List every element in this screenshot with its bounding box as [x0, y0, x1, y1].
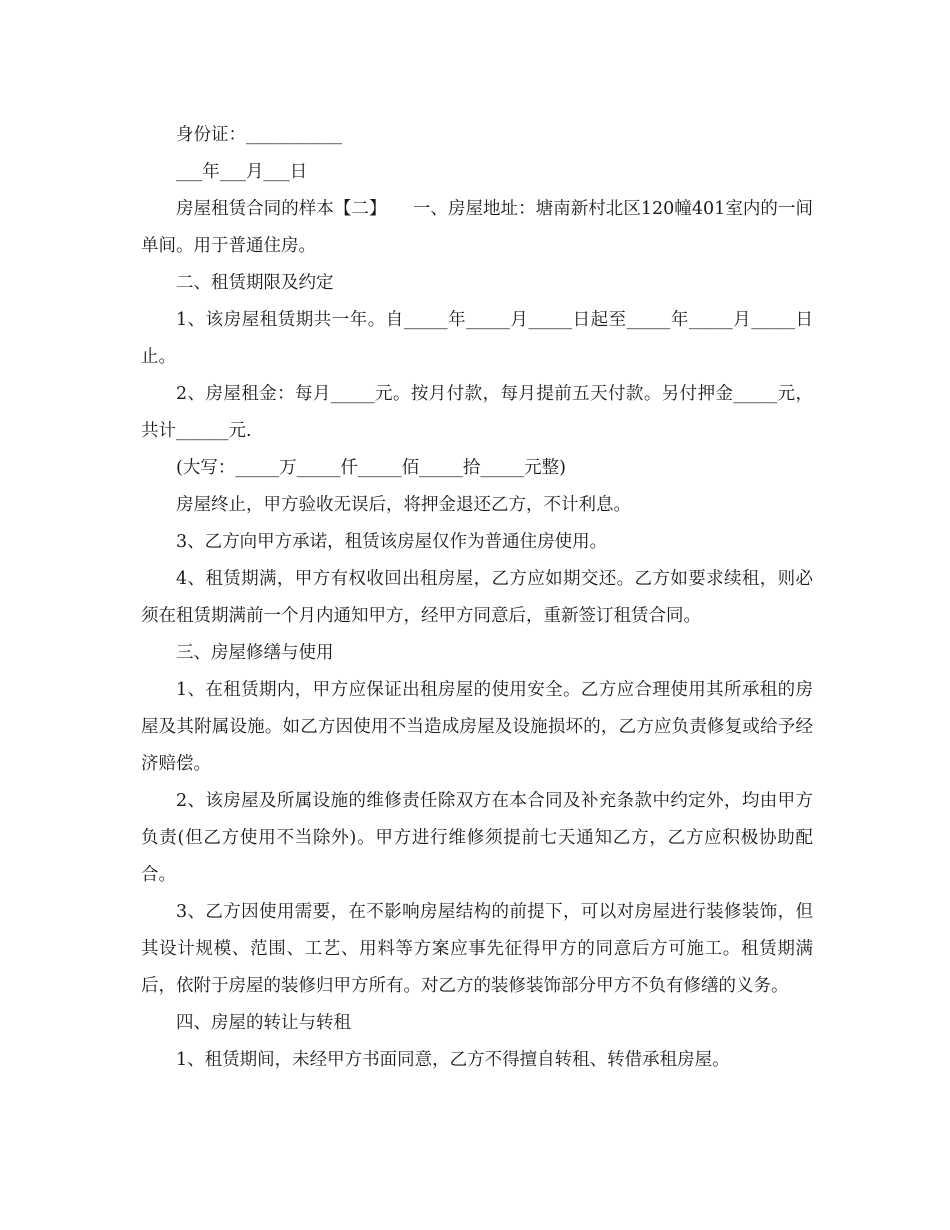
clause-rent-in-words: (大写：_____万_____仟_____佰_____拾_____元整)	[176, 458, 566, 478]
section-heading-term: 二、租赁期限及约定	[176, 273, 334, 293]
clause-use-promise: 3、乙方向甲方承诺，租赁该房屋仅作为普通住房使用。	[176, 532, 608, 552]
clause-lease-period: 1、该房屋租赁期共一年。自_____年_____月_____日起至_____年_____月_____日止。	[141, 310, 813, 367]
contract-title-address: 房屋租赁合同的样本【二】 一、房屋地址：塘南新村北区120幢401室内的一间单间。用于普通住房。	[141, 199, 813, 256]
clause-deposit-return: 房屋终止，甲方验收无误后，将押金退还乙方，不计利息。	[176, 495, 631, 515]
clause-sublet: 1、租赁期间，未经甲方书面同意，乙方不得擅自转租、转借承租房屋。	[176, 1050, 730, 1070]
id-card-line: 身份证：___________	[176, 125, 343, 145]
section-heading-transfer: 四、房屋的转让与转租	[176, 1013, 351, 1033]
section-heading-repair: 三、房屋修缮与使用	[176, 643, 334, 663]
clause-maintenance: 2、该房屋及所属设施的维修责任除双方在本合同及补充条款中约定外，均由甲方负责(但乙方使用不当除外)。甲方进行维修须提前七天通知乙方，乙方应积极协助配合。	[141, 791, 813, 885]
clause-safety: 1、在租赁期内，甲方应保证出租房屋的使用安全。乙方应合理使用其所承租的房屋及其附属设施。如乙方因使用不当造成房屋及设施损坏的，乙方应负责修复或给予经济赔偿。	[141, 680, 813, 774]
clause-decoration: 3、乙方因使用需要，在不影响房屋结构的前提下，可以对房屋进行装修装饰，但其设计规模、范围、工艺、用料等方案应事先征得甲方的同意后方可施工。租赁期满后，依附于房屋的装修归甲方所有。对乙方的装修装饰部分甲方不负有修缮的义务。	[141, 902, 813, 996]
clause-rent: 2、房屋租金：每月_____元。按月付款，每月提前五天付款。另付押金_____元，共计______元.	[141, 384, 813, 441]
date-line: ___年___月___日	[176, 162, 308, 182]
clause-renewal: 4、租赁期满，甲方有权收回出租房屋，乙方应如期交还。乙方如要求续租，则必须在租赁期满前一个月内通知甲方，经甲方同意后，重新签订租赁合同。	[141, 569, 813, 626]
